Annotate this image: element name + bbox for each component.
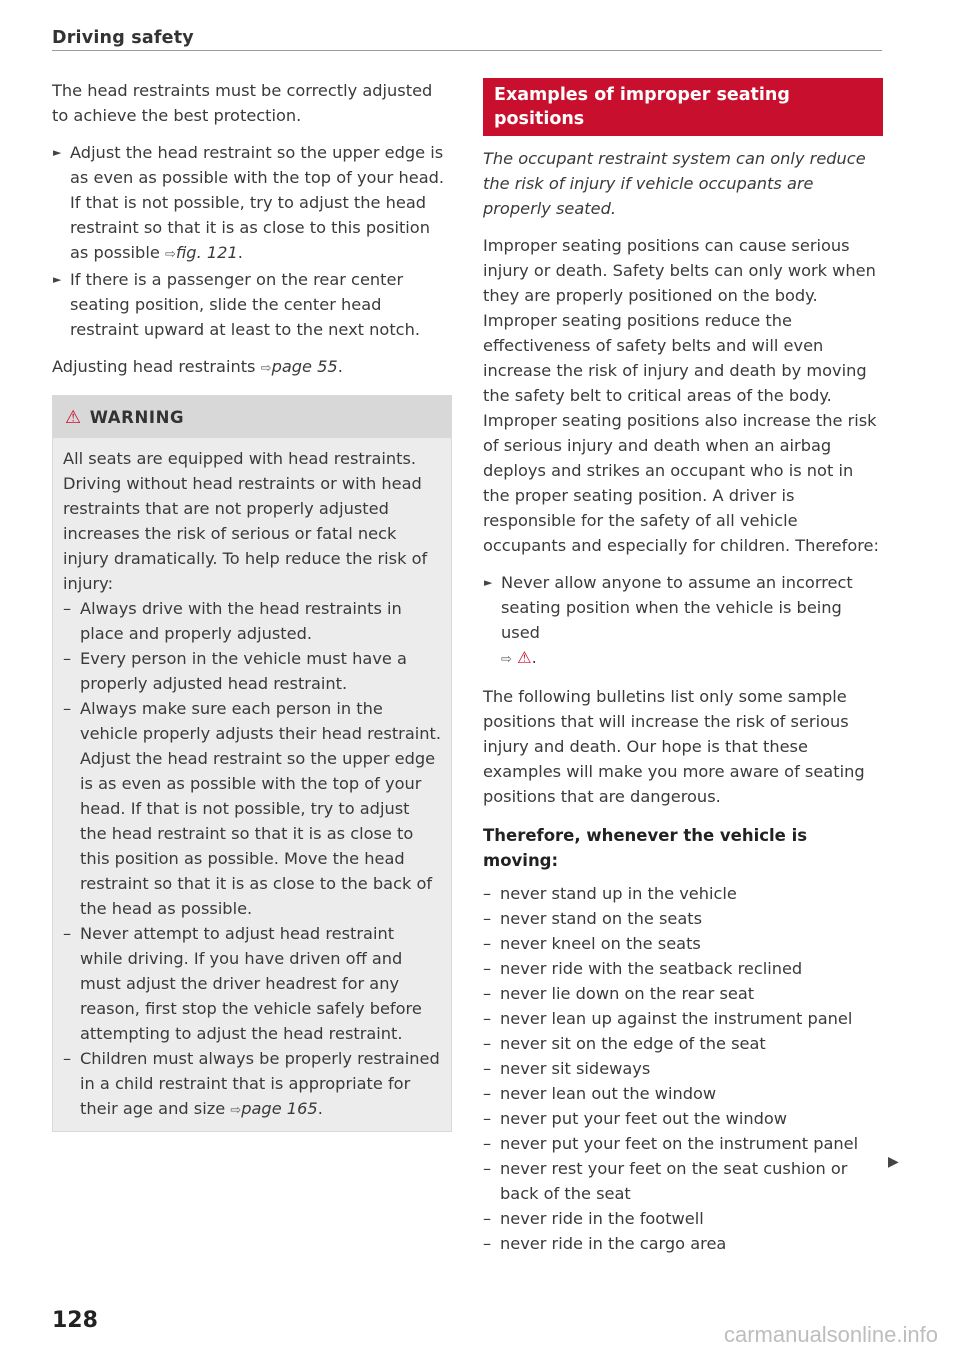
list-item-text: never lie down on the rear seat	[500, 984, 755, 1003]
list-item-text: never kneel on the seats	[500, 934, 701, 953]
list-item-text: never stand on the seats	[500, 909, 703, 928]
warning-header	[53, 396, 451, 438]
list-item: – never stand up in the vehicle	[483, 884, 737, 903]
right-column	[483, 78, 883, 1256]
figure-reference-link[interactable]: fig. 121	[175, 243, 238, 262]
list-item-text: never sit on the edge of the seat	[500, 1034, 766, 1053]
list-item: – never put your feet on the instrument panel	[483, 1134, 859, 1153]
reference-arrow-icon: ⇨	[260, 361, 272, 376]
warning-item-text: Never attempt to adjust head restraint while driving. If you have driven off and must adjust the driver headrest for any reason, first stop the vehicle safely before attempting to adjust the head restraint.	[80, 924, 422, 1043]
bullet-text: Adjust the head restraint so the upper edge is as even as possible with the top of your head. If that is not possible, try to adjust the head restraint so that it is as close to this position as possible	[70, 143, 445, 262]
list-item: – never put your feet out the window	[483, 1109, 788, 1128]
bullet-triangle-icon: ►	[53, 146, 62, 159]
list-item-text: never rest your feet on the seat cushion or back of the seat	[500, 1159, 848, 1203]
warning-item: – Every person in the vehicle must have a properly adjusted head restraint.	[63, 649, 407, 693]
section-intro: The occupant restraint system can only reduce the risk of injury if vehicle occupants are properly seated.	[483, 149, 866, 218]
warning-item-text: Always make sure each person in the vehicle properly adjusts their head restraint. Adjust the head restraint so the upper edge is as even as possible with the top of your head. If that is not possible, try to adjust the head restraint so that it is as close to this position as possible. Move the head restraint so that it is as close to the back of the head as possible.	[80, 699, 441, 918]
bullet-text: Never allow anyone to assume an incorrect seating position when the vehicle is being used	[501, 573, 853, 642]
page-number: 128	[52, 1308, 98, 1333]
warning-item-text: Every person in the vehicle must have a properly adjusted head restraint.	[80, 649, 407, 693]
warning-item-text: Always drive with the head restraints in place and properly adjusted.	[80, 599, 402, 643]
left-column	[52, 78, 452, 1132]
list-item-text: never sit sideways	[500, 1059, 651, 1078]
list-item: – never lean out the window	[483, 1084, 717, 1103]
warning-triangle-icon: ⚠	[65, 407, 82, 428]
page-reference-link[interactable]: page 55	[271, 357, 338, 376]
warning-item: – Always make sure each person in the vehicle properly adjusts their head restraint. Adjust the head restraint so the upper edge is as even as possible with the top of your head. If that is not possible, try to adjust the head restraint so that it is as close to this position as possible. Move the head restraint so that it is as close to the back of the head as possible.	[63, 699, 441, 918]
reference-arrow-icon: ⇨	[164, 247, 176, 262]
reference-arrow-icon: ⇨	[230, 1103, 242, 1118]
list-item-text: never ride in the cargo area	[500, 1234, 727, 1253]
list-item: – never stand on the seats	[483, 909, 703, 928]
header-divider	[52, 50, 882, 51]
list-item: – never ride in the footwell	[483, 1209, 704, 1228]
warning-item: – Always drive with the head restraints in place and properly adjusted.	[63, 599, 402, 643]
list-item: – never lie down on the rear seat	[483, 984, 755, 1003]
list-item: – never ride in the cargo area	[483, 1234, 727, 1253]
warning-box	[52, 395, 452, 1132]
warning-text: All seats are equipped with head restraints. Driving without head restraints or with head restraints that are not properly adjusted increases the risk of serious or fatal neck injury dramatically. To help reduce the risk of injury:	[63, 449, 428, 593]
continue-arrow-icon: ▶	[888, 1154, 899, 1170]
warning-item: – Children must always be properly restrained in a child restraint that is appropriate for their age and size ⇨page 165.	[63, 1049, 440, 1118]
warning-title: WARNING	[89, 408, 185, 427]
instruction-bullet: ► Adjust the head restraint so the upper edge is as even as possible with the top of your head. If that is not possible, try to adjust the head restraint so that it is as close to this position as possible ⇨fig. 121.	[52, 140, 452, 267]
section-title: Examples of improper seating positions	[483, 78, 883, 136]
list-item: – never rest your feet on the seat cushion or back of the seat	[483, 1159, 848, 1203]
bullet-triangle-icon: ►	[484, 576, 493, 589]
list-item: – never lean up against the instrument panel	[483, 1009, 853, 1028]
list-item: – never kneel on the seats	[483, 934, 701, 953]
improper-seating-paragraph: Improper seating positions can cause serious injury or death. Safety belts can only work when they are properly positioned on the body. Improper seating positions reduce the effectiveness of safety belts and will even increase the risk of injury and death by moving the safety belt to critical areas of the body. Improper seating positions also increase the risk of serious injury and death when an airbag deploys and strikes an occupant who is not in the proper seating position. A driver is responsible for the safety of all vehicle occupants and especially for children. Therefore:	[483, 236, 879, 555]
list-item-text: never ride with the seatback reclined	[500, 959, 803, 978]
warning-triangle-icon: ⚠	[517, 648, 532, 667]
warning-body	[53, 438, 451, 1123]
list-item-text: never put your feet out the window	[500, 1109, 788, 1128]
instruction-bullet: ► Never allow anyone to assume an incorrect seating position when the vehicle is being used ⇨ ⚠.	[483, 570, 883, 672]
page-reference-link[interactable]: page 165	[241, 1099, 318, 1118]
warning-item-text: Children must always be properly restrained in a child restraint that is appropriate for their age and size	[80, 1049, 440, 1118]
adjusting-reference: Adjusting head restraints ⇨page 55.	[52, 357, 343, 376]
sample-positions-paragraph: The following bulletins list only some sample positions that will increase the risk of serious injury and death. Our hope is that these examples will make you more aware of seating positions that are dangerous.	[483, 687, 865, 806]
list-item: – never sit on the edge of the seat	[483, 1034, 766, 1053]
bullet-triangle-icon: ►	[53, 273, 62, 286]
instruction-bullet	[52, 267, 452, 342]
warning-item: – Never attempt to adjust head restraint while driving. If you have driven off and must adjust the driver headrest for any reason, first stop the vehicle safely before attempting to adjust the head restraint.	[63, 924, 422, 1043]
list-item: – never sit sideways	[483, 1059, 651, 1078]
list-item-text: never lean out the window	[500, 1084, 717, 1103]
list-item-text: never stand up in the vehicle	[500, 884, 737, 903]
list-item-text: never ride in the footwell	[500, 1209, 704, 1228]
improper-positions-list	[483, 881, 883, 1256]
moving-subheading: Therefore, whenever the vehicle is moving:	[483, 826, 808, 870]
adjusting-text: Adjusting head restraints	[52, 357, 256, 376]
list-item-text: never lean up against the instrument panel	[500, 1009, 853, 1028]
list-item: – never ride with the seatback reclined	[483, 959, 803, 978]
watermark: carmanualsonline.info	[723, 1322, 938, 1347]
reference-arrow-icon: ⇨	[501, 652, 512, 667]
head-restraint-intro: The head restraints must be correctly adjusted to achieve the best protection.	[52, 81, 433, 125]
list-item-text: never put your feet on the instrument panel	[500, 1134, 859, 1153]
bullet-text: If there is a passenger on the rear center seating position, slide the center head restraint upward at least to the next notch.	[70, 270, 420, 339]
page-header-title: Driving safety	[52, 28, 194, 48]
